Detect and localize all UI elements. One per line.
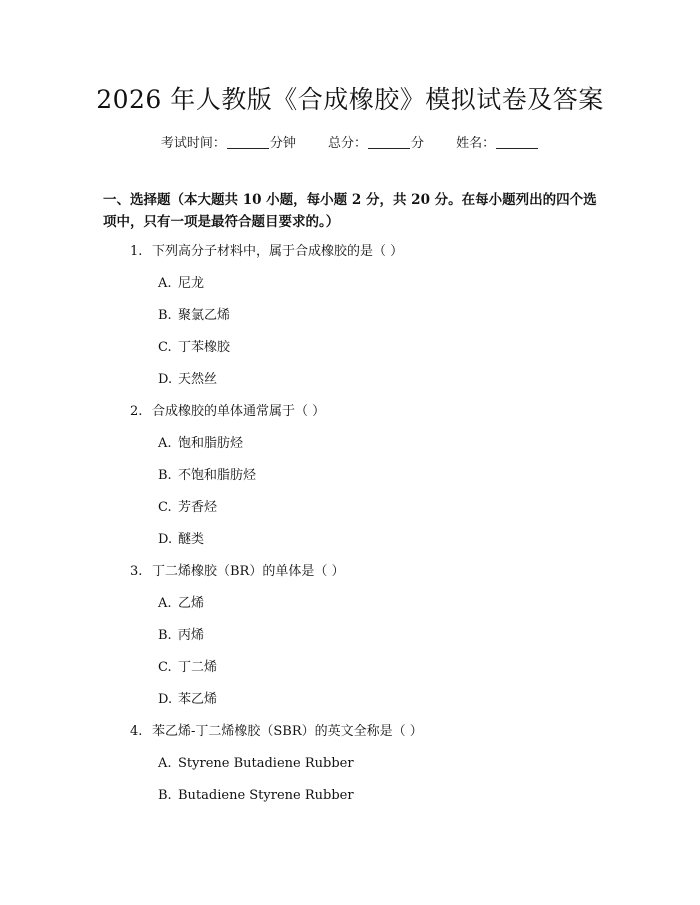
option bbox=[130, 623, 650, 655]
exam-info-line bbox=[0, 132, 700, 151]
option bbox=[130, 495, 650, 527]
option bbox=[130, 783, 650, 815]
score-blank bbox=[368, 136, 410, 149]
question-number: 1. bbox=[130, 244, 143, 259]
option-letter: D. bbox=[158, 532, 173, 547]
option bbox=[130, 527, 650, 559]
option bbox=[130, 751, 650, 783]
option-text: 丁二烯 bbox=[178, 660, 218, 675]
option-text: 不饱和脂肪烃 bbox=[178, 468, 257, 483]
option bbox=[130, 687, 650, 719]
name-label: 姓名： bbox=[456, 136, 496, 151]
option-letter: C. bbox=[158, 340, 172, 355]
option-text: Styrene Butadiene Rubber bbox=[178, 756, 354, 771]
time-unit: 分钟 bbox=[269, 136, 296, 151]
question-list bbox=[130, 239, 650, 815]
option-letter: B. bbox=[158, 308, 172, 323]
score-unit: 分 bbox=[411, 136, 425, 151]
option-letter: B. bbox=[158, 788, 172, 803]
question-text: 苯乙烯-丁二烯橡胶（SBR）的英文全称是（ ） bbox=[152, 724, 423, 739]
time-blank bbox=[227, 136, 269, 149]
question bbox=[130, 399, 650, 431]
option-text: 醚类 bbox=[178, 532, 205, 547]
option-letter: C. bbox=[158, 500, 172, 515]
exam-time-field bbox=[161, 132, 296, 151]
option bbox=[130, 303, 650, 335]
time-label: 考试时间： bbox=[160, 136, 226, 151]
option bbox=[130, 367, 650, 399]
option bbox=[130, 655, 650, 687]
option-text: 芳香烃 bbox=[178, 500, 218, 515]
option-text: 苯乙烯 bbox=[178, 692, 218, 707]
name-field bbox=[456, 132, 539, 151]
option bbox=[130, 463, 650, 495]
total-score-field bbox=[328, 132, 424, 151]
name-blank bbox=[496, 136, 538, 149]
option-letter: B. bbox=[158, 628, 172, 643]
option-letter: C. bbox=[158, 660, 172, 675]
option-text: 丁苯橡胶 bbox=[178, 340, 231, 355]
section-heading: 一、选择题（本大题共 10 小题，每小题 2 分，共 20 分。在每小题列出的四个选项中，只有一项是最符合题目要求的。） bbox=[103, 192, 597, 230]
option-text: 丙烯 bbox=[178, 628, 205, 643]
option-letter: A. bbox=[158, 436, 172, 451]
question-number: 4. bbox=[130, 724, 143, 739]
question-number: 3. bbox=[130, 564, 143, 579]
option bbox=[130, 591, 650, 623]
option-letter: B. bbox=[158, 468, 172, 483]
option-letter: A. bbox=[158, 596, 172, 611]
option-text: 天然丝 bbox=[178, 372, 218, 387]
option-text: 聚氯乙烯 bbox=[178, 308, 231, 323]
question-text: 丁二烯橡胶（BR）的单体是（ ） bbox=[152, 564, 345, 579]
option bbox=[130, 271, 650, 303]
question-text: 合成橡胶的单体通常属于（ ） bbox=[152, 404, 326, 419]
question-number: 2. bbox=[130, 404, 143, 419]
question bbox=[130, 239, 650, 271]
question bbox=[130, 719, 650, 751]
option-text: Butadiene Styrene Rubber bbox=[178, 788, 354, 803]
option-text: 饱和脂肪烃 bbox=[178, 436, 244, 451]
option bbox=[130, 335, 650, 367]
option-letter: A. bbox=[158, 756, 172, 771]
option-letter: D. bbox=[158, 692, 173, 707]
option-text: 乙烯 bbox=[178, 596, 205, 611]
option-letter: A. bbox=[158, 276, 172, 291]
option-letter: D. bbox=[158, 372, 173, 387]
option-text: 尼龙 bbox=[178, 276, 205, 291]
question bbox=[130, 559, 650, 591]
option bbox=[130, 431, 650, 463]
page-title: 2026 年人教版《合成橡胶》模拟试卷及答案 bbox=[96, 85, 604, 114]
score-label: 总分： bbox=[327, 136, 367, 151]
question-text: 下列高分子材料中，属于合成橡胶的是（ ） bbox=[152, 244, 404, 259]
